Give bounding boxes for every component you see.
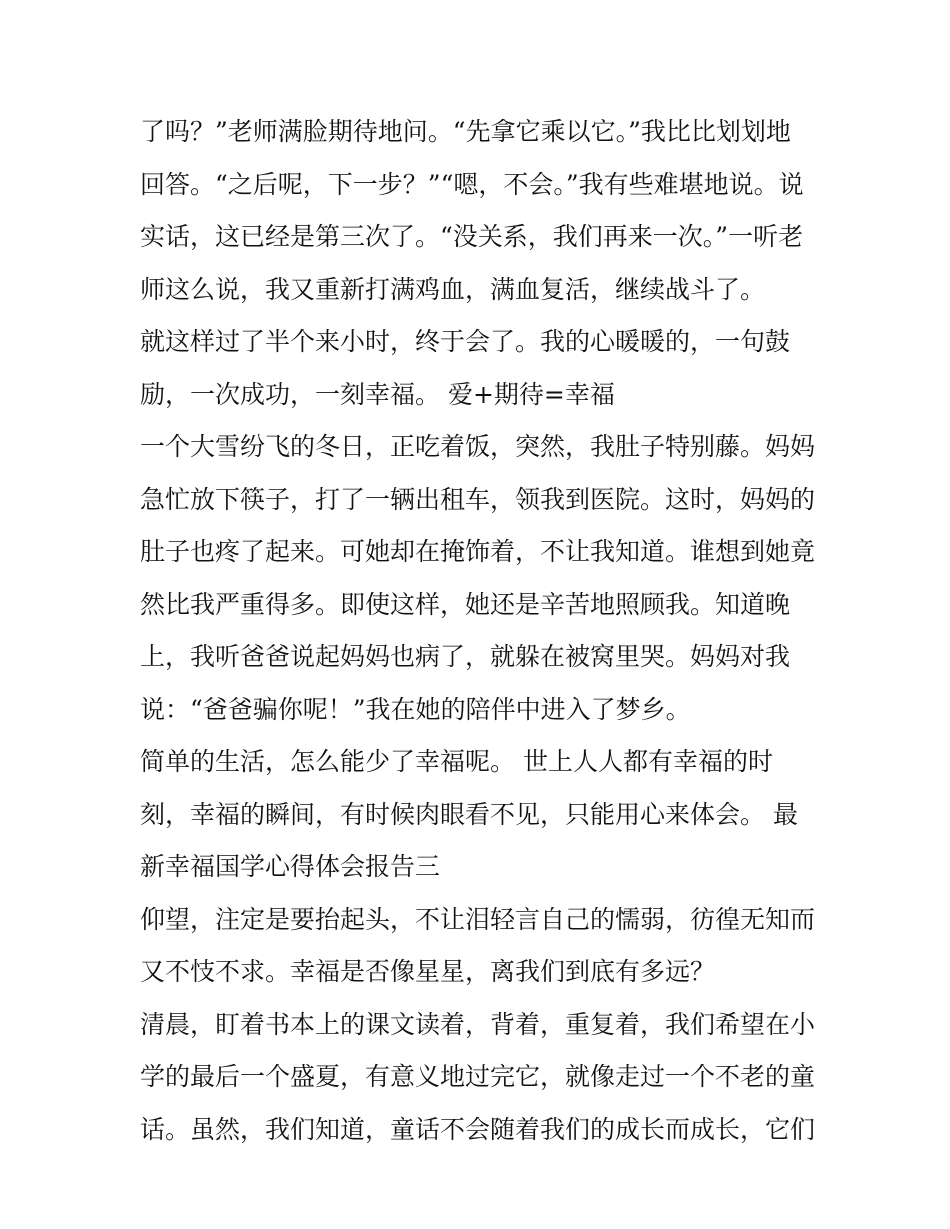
text-line: 实话，这已经是第三次了。“没关系，我们再来一次。”一听老 (140, 222, 804, 251)
text-line: 简单的生活，怎么能少了幸福呢。 世上人人都有幸福的时 (140, 747, 773, 776)
text-line: 师这么说，我又重新打满鸡血，满血复活，继续战斗了。 (140, 274, 766, 304)
text-line: 然比我严重得多。即使这样，她还是辛苦地照顾我。知道晚 (140, 589, 791, 619)
text-line: 肚子也疼了起来。可她却在掩饰着，不让我知道。谁想到她竟 (140, 537, 816, 566)
text-line: 仰望，注定是要抬起头，不让泪轻言自己的懦弱，彷徨无知而 (140, 904, 816, 934)
text-line: 就这样过了半个来小时，终于会了。我的心暖暖的，一句鼓 (140, 327, 791, 356)
text-line: 一个大雪纷飞的冬日，正吃着饭，突然，我肚子特别藤。妈妈 (140, 432, 816, 461)
text-line: 上，我听爸爸说起妈妈也病了，就躲在被窝里哭。妈妈对我 (140, 642, 791, 671)
text-line: 励，一次成功，一刻幸福。 爱+期待=幸福 (140, 379, 615, 409)
text-line: 学的最后一个盛夏，有意义地过完它，就像走过一个不老的童 (140, 1062, 816, 1091)
text-line: 回答。“之后呢，下一步？”“嗯，不会。”我有些难堪地说。说 (140, 169, 804, 199)
text-line: 又不忮不求。幸福是否像星星，离我们到底有多远？ (140, 957, 716, 986)
text-line: 话。虽然，我们知道，童话不会随着我们的成长而成长，它们 (140, 1114, 816, 1144)
document-body (140, 106, 830, 1156)
text-line: 了吗？”老师满脸期待地问。“先拿它乘以它。”我比比划划地 (140, 117, 791, 146)
text-line: 清晨，盯着书本上的课文读着，背着，重复着，我们希望在小 (140, 1009, 816, 1039)
text-line: 急忙放下筷子，打了一辆出租车，领我到医院。这时，妈妈的 (140, 484, 816, 514)
text-line: 刻，幸福的瞬间，有时候肉眼看不见，只能用心来体会。 最 (140, 799, 798, 829)
text-line: 说：“爸爸骗你呢！”我在她的陪伴中进入了梦乡。 (140, 694, 691, 724)
text-line: 新幸福国学心得体会报告三 (140, 852, 441, 881)
